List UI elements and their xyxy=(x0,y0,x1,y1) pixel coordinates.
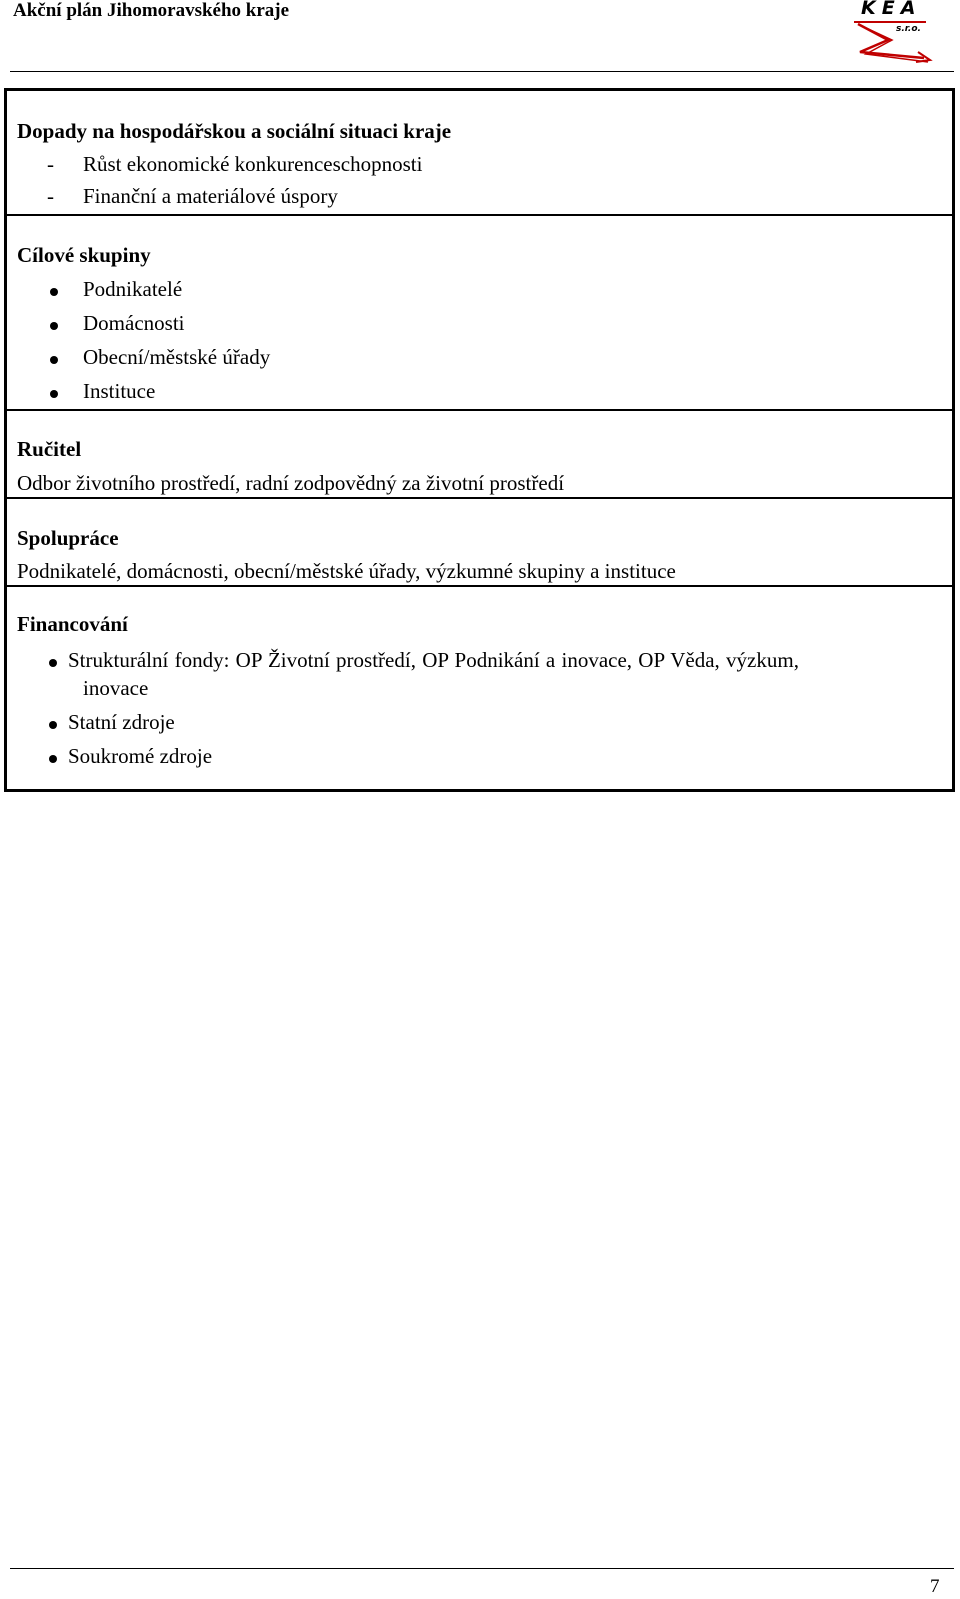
guarantor-text: Odbor životního prostředí, radní zodpovědný za životní prostředí xyxy=(17,471,565,495)
action-sheet-frame xyxy=(4,88,955,792)
dash-marker: - xyxy=(47,152,54,176)
bullet-icon xyxy=(49,721,57,729)
logo-text: KEA xyxy=(861,0,922,19)
financing-item: Statní zdroje xyxy=(68,710,175,734)
footer-rule xyxy=(10,1568,954,1569)
section-divider xyxy=(7,214,952,216)
impact-item-text: Růst ekonomické konkurenceschopnosti xyxy=(83,152,423,176)
section-divider xyxy=(7,409,952,411)
guarantor-title: Ručitel xyxy=(17,437,82,461)
bullet-icon xyxy=(49,755,57,763)
bullet-icon xyxy=(50,322,58,330)
cooperation-title: Spolupráce xyxy=(17,526,119,550)
impact-item-text: Finanční a materiálové úspory xyxy=(83,184,338,208)
page-number: 7 xyxy=(930,1576,940,1597)
financing-item: Strukturální fondy: OP Životní prostředí, OP Podnikání a inovace, OP Věda, výzkum, xyxy=(68,648,799,672)
bullet-icon xyxy=(50,356,58,364)
logo-subtext: s.r.o. xyxy=(896,24,921,34)
kea-logo xyxy=(848,0,938,66)
header-rule xyxy=(10,71,954,72)
impact-item xyxy=(47,184,338,209)
bullet-icon xyxy=(49,659,57,667)
impacts-title: Dopady na hospodářskou a sociální situaci kraje xyxy=(17,119,452,143)
page-header xyxy=(0,0,960,80)
target-group-item: Obecní/městské úřady xyxy=(83,345,271,369)
section-divider xyxy=(7,497,952,499)
target-groups-title: Cílové skupiny xyxy=(17,243,151,267)
target-group-item: Podnikatelé xyxy=(83,277,183,301)
section-divider xyxy=(7,585,952,587)
financing-title: Financování xyxy=(17,612,128,636)
cooperation-text: Podnikatelé, domácnosti, obecní/městské úřady, výzkumné skupiny a instituce xyxy=(17,559,676,583)
dash-marker: - xyxy=(47,184,54,208)
target-group-item: Instituce xyxy=(83,379,156,403)
document-title: Akční plán Jihomoravského kraje xyxy=(13,0,290,21)
financing-item: Soukromé zdroje xyxy=(68,744,213,768)
target-group-item: Domácnosti xyxy=(83,311,185,335)
financing-item-continuation: inovace xyxy=(83,676,149,700)
bullet-icon xyxy=(50,390,58,398)
impact-item xyxy=(47,152,422,177)
bullet-icon xyxy=(50,288,58,296)
